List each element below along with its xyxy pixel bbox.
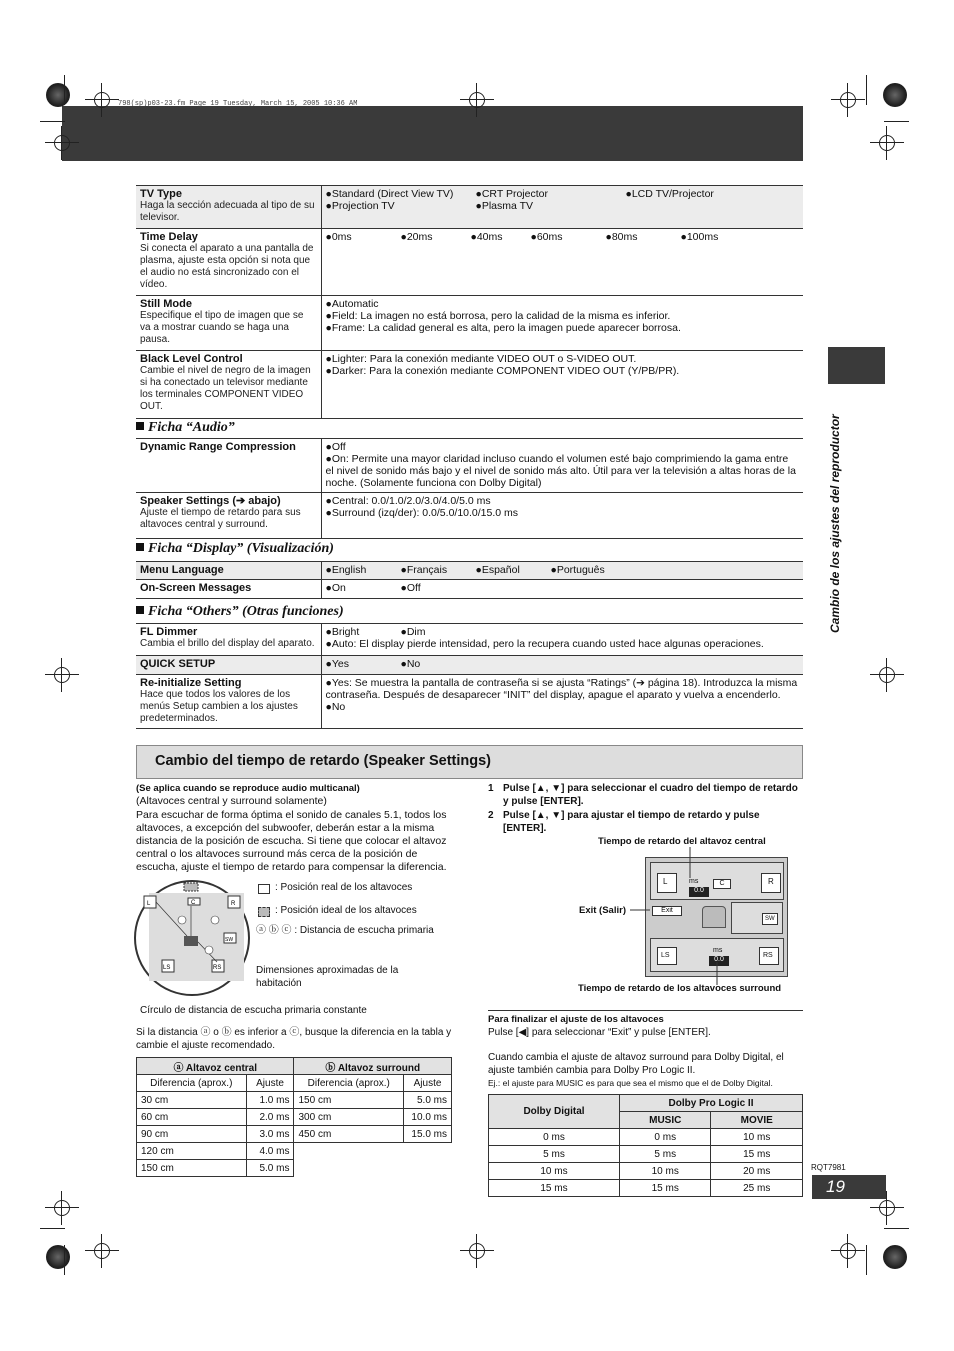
table-subheader: Diferencia (aprox.) — [137, 1075, 247, 1092]
crosshair-mark — [91, 89, 113, 111]
doc-code: RQT7981 — [811, 1163, 846, 1172]
setting-desc: Cambie el nivel de negro de la imagen si ha conectado un televisor mediante los terminales COMPONENT VIDEO OUT. — [140, 365, 311, 412]
crop-mark — [866, 1245, 867, 1275]
side-tab-label: Cambio de los ajustes del reproductor — [828, 414, 842, 633]
registration-disc — [46, 83, 70, 107]
setting-row-menu-language — [136, 562, 803, 580]
table-cell: 30 cm — [137, 1092, 247, 1109]
speaker-ls-button[interactable]: LS — [657, 947, 677, 965]
svg-text:RS: RS — [213, 965, 222, 971]
table-cell: 0 ms — [620, 1129, 711, 1146]
setting-options — [326, 441, 800, 489]
section-heading-others: Ficha “Others” (Otras funciones) — [136, 604, 344, 620]
center-delay-value[interactable]: 0.0 — [689, 887, 709, 897]
speaker-c-button[interactable]: C — [713, 879, 731, 889]
option-line — [326, 658, 800, 670]
setting-options — [326, 626, 800, 650]
table-header: MOVIE — [711, 1112, 803, 1129]
table-subheader: Ajuste — [404, 1075, 452, 1092]
table-cell: 15.0 ms — [404, 1126, 452, 1143]
table-cell: 1.0 ms — [246, 1092, 294, 1109]
option-item: ●60ms — [530, 231, 563, 243]
crosshair-mark — [837, 1240, 859, 1262]
others-settings-table — [136, 623, 803, 729]
option-item: ●CRT Projector — [475, 188, 548, 200]
crop-mark — [64, 75, 65, 105]
table-cell: 10 ms — [711, 1129, 803, 1146]
speaker-l-button[interactable]: L — [657, 873, 677, 893]
option-line: ●Central: 0.0/1.0/2.0/3.0/4.0/5.0 ms — [325, 495, 491, 507]
setting-desc: Si conecta el aparato a una pantalla de plasma, ajuste esta opción si nota que el audio no está sincronizado con el vídeo. — [140, 243, 314, 290]
setting-name: Re-initialize Setting — [140, 677, 242, 689]
setting-desc: Ajuste el tiempo de retardo para sus altavoces central y surround. — [140, 507, 301, 530]
option-line: ●On: Permite una mayor claridad incluso cuando el volumen esté bajo comprimiendo la gama entre el nivel de sonido más bajo y el nivel de sonido más alto. Útil para ver la televisión a altas horas de la noche. (Solamente funciona con Dolby Digital) — [325, 453, 796, 489]
option-item: ●English — [325, 564, 367, 576]
table-cell: 90 cm — [137, 1126, 247, 1143]
option-line: ●Field: La imagen no está borrosa, pero la calidad de la misma es inferior. — [325, 310, 671, 322]
option-item: ●80ms — [605, 231, 638, 243]
option-line: ●Frame: La calidad general es alta, pero la imagen puede aparecer borrosa. — [325, 322, 681, 334]
option-line — [326, 188, 800, 200]
setting-row-speaker-settings — [136, 493, 803, 539]
table-cell: 5.0 ms — [404, 1092, 452, 1109]
option-item: ●Off — [400, 582, 421, 594]
option-line: ●Yes: Se muestra la pantalla de contraseña si se ajusta “Ratings” (➔ página 18). Introduzca la misma contraseña. Después de desaparecer “INIT” del display, apague el aparato y vuelva a encenderlo. — [325, 677, 798, 701]
crosshair-mark — [876, 1197, 898, 1219]
ideal-position-icon — [258, 907, 270, 917]
setting-desc: Haga la sección adecuada al tipo de su televisor. — [140, 200, 315, 223]
table-header: MUSIC — [620, 1112, 711, 1129]
table-subheader: Ajuste — [246, 1075, 294, 1092]
option-item: ●Standard (Direct View TV) — [325, 188, 454, 200]
table-cell: 5 ms — [489, 1146, 620, 1163]
setting-options — [326, 677, 800, 713]
table-header: ⓑ Altavoz surround — [294, 1058, 452, 1075]
setting-row-reinitialize — [136, 675, 803, 729]
option-line — [326, 564, 800, 576]
svg-text:LS: LS — [163, 965, 171, 971]
option-item: ●Yes — [325, 658, 349, 670]
setting-name: Black Level Control — [140, 353, 243, 365]
file-info-line: 798(sp)p03-23.fm Page 19 Tuesday, March 15, 2005 10:36 AM — [118, 100, 358, 108]
option-item: ●40ms — [470, 231, 503, 243]
surround-delay-value[interactable]: 0.0 — [709, 956, 729, 966]
intro-body: Para escuchar de forma óptima el sonido de canales 5.1, todos los altavoces, a excepción del subwoofer, deberán estar a la misma distancia de la posición de escucha. Si tiene que colocar el altavoz central o los altavoces surround más cerca de la posición de escucha, ajuste el tiempo de retardo para compensar la diferencia. — [136, 809, 447, 873]
speaker-section-title: Cambio del tiempo de retardo (Speaker Settings) — [136, 745, 803, 779]
setting-name: Time Delay — [140, 231, 198, 243]
option-item: ●100ms — [680, 231, 719, 243]
setting-row-fl-dimmer — [136, 624, 803, 656]
option-line — [326, 200, 800, 212]
crosshair-mark — [466, 1240, 488, 1262]
option-line: ●Darker: Para la conexión mediante COMPONENT VIDEO OUT (Y/PB/PR). — [325, 365, 680, 377]
option-item: ●On — [325, 582, 346, 594]
table-cell: 60 cm — [137, 1109, 247, 1126]
section-heading-display: Ficha “Display” (Visualización) — [136, 541, 334, 557]
table-cell: 10 ms — [620, 1163, 711, 1180]
setting-name: FL Dimmer — [140, 626, 198, 638]
surround-ms-label: ms — [713, 947, 723, 954]
intro-bold: (Se aplica cuando se reproduce audio multicanal) — [136, 783, 360, 794]
prologic-table — [488, 1094, 803, 1197]
side-tab — [828, 347, 885, 384]
display-settings-table — [136, 561, 803, 599]
table-subheader: Diferencia (aprox.) — [294, 1075, 404, 1092]
crosshair-mark — [51, 664, 73, 686]
crop-mark — [884, 1228, 909, 1229]
room-diagram — [132, 878, 257, 1003]
registration-disc — [883, 1245, 907, 1269]
legend-circle: Círculo de distancia de escucha primaria constante — [140, 1005, 367, 1016]
table-cell: 25 ms — [711, 1180, 803, 1197]
setting-options — [326, 495, 800, 519]
option-item: ●0ms — [325, 231, 352, 243]
setting-name: TV Type — [140, 188, 182, 200]
table-header: Dolby Pro Logic II — [620, 1095, 803, 1112]
setting-name: Still Mode — [140, 298, 192, 310]
setting-options — [326, 231, 800, 243]
setting-row-tv-type — [136, 186, 803, 229]
table-header: Dolby Digital — [489, 1095, 620, 1129]
setting-options — [326, 582, 800, 594]
label-surround-delay: Tiempo de retardo de los altavoces surround — [578, 983, 782, 994]
legend-room: Dimensiones aproximadas de la habitación — [256, 965, 399, 989]
crop-mark — [64, 1245, 65, 1275]
crop-mark — [884, 121, 909, 122]
setting-options — [326, 353, 800, 377]
table-cell: 3.0 ms — [246, 1126, 294, 1143]
crosshair-mark — [876, 664, 898, 686]
crop-mark — [40, 121, 65, 122]
setting-row-black-level — [136, 351, 803, 419]
setting-row-still-mode — [136, 296, 803, 351]
table-cell: 150 cm — [137, 1160, 247, 1177]
setting-options — [326, 188, 800, 212]
exit-button[interactable]: Exit — [652, 906, 682, 916]
setting-options — [326, 658, 800, 670]
prologic-note: Cuando cambia el ajuste de altavoz surround para Dolby Digital, el ajuste también cambia para Dolby Pro Logic II. — [488, 1052, 784, 1076]
prologic-example: Ej.: el ajuste para MUSIC es para que sea el mismo que el de Dolby Digital. — [488, 1078, 773, 1088]
legend-real: : Posición real de los altavoces — [275, 882, 413, 893]
crosshair-mark — [837, 89, 859, 111]
label-center-delay: Tiempo de retardo del altavoz central — [598, 836, 766, 847]
center-ms-label: ms — [689, 878, 699, 885]
crosshair-mark — [51, 132, 73, 154]
table-header: ⓐ Altavoz central — [137, 1058, 294, 1075]
table-cell: 15 ms — [620, 1180, 711, 1197]
crop-mark — [866, 75, 867, 105]
setting-name: Dynamic Range Compression — [140, 441, 296, 453]
option-line: ●Lighter: Para la conexión mediante VIDEO OUT o S-VIDEO OUT. — [325, 353, 637, 365]
setting-name: QUICK SETUP — [140, 658, 216, 670]
table-row — [489, 1180, 803, 1197]
option-item: ●No — [400, 658, 421, 670]
crosshair-mark — [876, 132, 898, 154]
option-item: ●LCD TV/Projector — [625, 188, 714, 200]
setting-row-quick-setup — [136, 656, 803, 675]
table-row — [137, 1109, 452, 1126]
crosshair-mark — [51, 1197, 73, 1219]
table-cell: 300 cm — [294, 1109, 404, 1126]
label-exit: Exit (Salir) — [579, 905, 626, 916]
page-number: 19 — [812, 1175, 886, 1199]
table-cell: 5 ms — [620, 1146, 711, 1163]
setting-desc: Hace que todos los valores de los menús Setup cambien a los ajustes predeterminados. — [140, 689, 298, 724]
setting-name: Menu Language — [140, 564, 224, 576]
crop-mark — [40, 1228, 65, 1229]
crosshair-mark — [91, 1240, 113, 1262]
speaker-r-button[interactable]: R — [761, 873, 781, 893]
option-item: ●Bright — [325, 626, 360, 638]
option-line: ●Off — [325, 441, 346, 453]
svg-text:SW: SW — [225, 937, 234, 943]
option-line — [326, 231, 800, 243]
step-number: 1 — [488, 783, 494, 794]
legend-distance: ⓐ ⓑ ⓒ : Distancia de escucha primaria — [256, 925, 434, 936]
table-cell: 4.0 ms — [246, 1143, 294, 1160]
option-line: ●Automatic — [325, 298, 379, 310]
option-item: ●Dim — [400, 626, 426, 638]
table-cell: 0 ms — [489, 1129, 620, 1146]
table-row — [489, 1163, 803, 1180]
table-cell: 450 cm — [294, 1126, 404, 1143]
table-cell: 150 cm — [294, 1092, 404, 1109]
table-cell: 15 ms — [711, 1146, 803, 1163]
option-item: ●Plasma TV — [475, 200, 533, 212]
table-row — [137, 1126, 452, 1143]
difference-note: Si la distancia ⓐ o ⓑ es inferior a ⓒ, busque la diferencia en la tabla y cambie el ajuste recomendado. — [136, 1027, 452, 1051]
svg-text:C: C — [191, 900, 196, 906]
option-item: ●20ms — [400, 231, 433, 243]
setting-name: Speaker Settings (➔ abajo) — [140, 495, 281, 507]
step-number: 2 — [488, 810, 494, 821]
setting-desc: Cambia el brillo del display del aparato. — [140, 638, 315, 649]
header-bar — [62, 106, 803, 161]
speaker-sw-button[interactable]: SW — [762, 913, 778, 925]
option-line: ●Auto: El display pierde intensidad, pero la recupera cuando usted hace algunas operaciones. — [325, 638, 764, 650]
delay-adjust-table — [136, 1057, 452, 1177]
table-cell: 2.0 ms — [246, 1109, 294, 1126]
option-item: ●Português — [550, 564, 605, 576]
setting-options — [326, 564, 800, 576]
table-cell: 10.0 ms — [404, 1109, 452, 1126]
osd-callout-lines — [630, 845, 740, 990]
speaker-rs-button[interactable]: RS — [759, 947, 779, 965]
table-row — [489, 1146, 803, 1163]
legend-ideal: : Posición ideal de los altavoces — [275, 905, 417, 916]
audio-settings-table — [136, 438, 803, 539]
registration-disc — [883, 83, 907, 107]
svg-text:L: L — [147, 901, 151, 907]
crosshair-mark — [466, 89, 488, 111]
step-2: Pulse [▲, ▼] para ajustar el tiempo de retardo y pulse [ENTER]. — [503, 810, 760, 834]
table-cell: 15 ms — [489, 1180, 620, 1197]
option-line — [326, 582, 800, 594]
setting-desc: Especifique el tipo de imagen que se va a mostrar cuando se haga una pausa. — [140, 310, 304, 345]
option-line: ●No — [325, 701, 346, 713]
picture-settings-table — [136, 185, 803, 419]
setting-name: On-Screen Messages — [140, 582, 252, 594]
table-row — [137, 1092, 452, 1109]
registration-disc — [46, 1245, 70, 1269]
divider — [488, 1010, 803, 1011]
option-line — [326, 626, 800, 638]
finish-heading: Para finalizar el ajuste de los altavoces — [488, 1014, 664, 1025]
table-row — [489, 1129, 803, 1146]
table-cell: 120 cm — [137, 1143, 247, 1160]
step-1: Pulse [▲, ▼] para seleccionar el cuadro del tiempo de retardo y pulse [ENTER]. — [503, 783, 798, 807]
table-row — [137, 1160, 452, 1177]
section-heading-audio: Ficha “Audio” — [136, 420, 235, 436]
svg-text:R: R — [231, 901, 236, 907]
table-cell: 10 ms — [489, 1163, 620, 1180]
intro-sub: (Altavoces central y surround solamente) — [136, 795, 327, 807]
option-item: ●Español — [475, 564, 520, 576]
real-position-icon — [258, 884, 270, 894]
option-item: ●Français — [400, 564, 448, 576]
table-row — [137, 1143, 452, 1160]
setting-options — [326, 298, 800, 334]
setting-row-drc — [136, 439, 803, 493]
option-item: ●Projection TV — [325, 200, 395, 212]
table-cell: 5.0 ms — [246, 1160, 294, 1177]
setting-row-osd-messages — [136, 580, 803, 599]
finish-body: Pulse [◀] para seleccionar “Exit” y pulse [ENTER]. — [488, 1027, 711, 1038]
option-line: ●Surround (izq/der): 0.0/5.0/10.0/15.0 ms — [325, 507, 519, 519]
setting-row-time-delay — [136, 229, 803, 296]
table-cell: 20 ms — [711, 1163, 803, 1180]
